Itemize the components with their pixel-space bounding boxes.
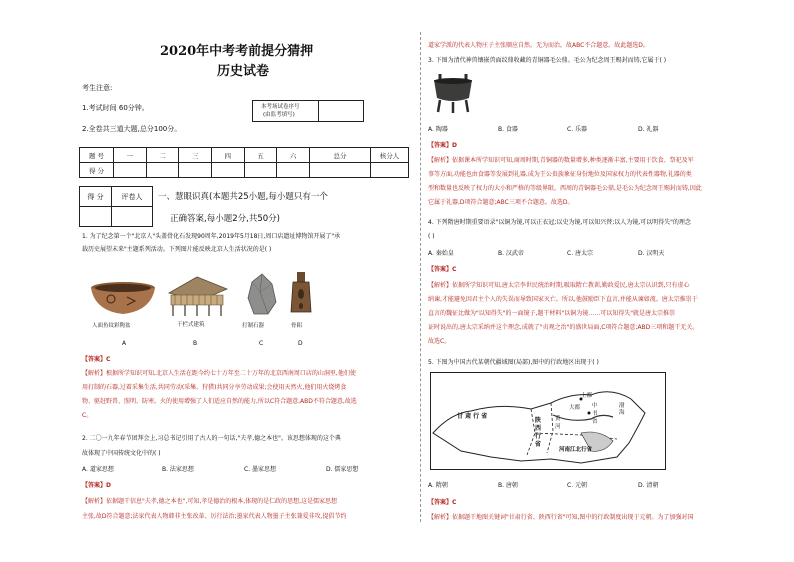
score-cell[interactable] <box>179 163 212 178</box>
q4-option: B. 汉武帝 <box>498 250 524 257</box>
carryover-analysis: 道家学派的代表人物庄子主张顺应自然。无为而治。故ABC不合题意。故此题选D。 <box>428 42 649 49</box>
q1-analysis-line: C。 <box>82 412 93 419</box>
map-label-yellow-river: 黄 河 <box>555 416 561 430</box>
q3-option: D. 礼器 <box>638 126 659 133</box>
q4-stem: ( ) <box>428 233 435 240</box>
map-label-dadu: 大都 <box>569 405 581 411</box>
map-label-bohai: 渤海 <box>619 403 625 416</box>
score-cell[interactable] <box>146 163 179 178</box>
q1-image-caption: 打制石器 <box>242 323 265 329</box>
q1-analysis-line: 物、驱赶野兽、照明、防寒。火的使用增强了人们适应自然的能力,所以C符合题意,ABD不符合题意,故选 <box>82 398 357 405</box>
q2-option: B. 法家思想 <box>162 466 194 473</box>
notice-item: 2.全卷共三道大题,总分100分。 <box>82 125 182 133</box>
section-score-cell[interactable] <box>80 207 112 227</box>
q4-analysis-line: 故选C。 <box>428 338 451 345</box>
stilt-house-image <box>163 275 231 327</box>
seat-number-box <box>252 100 364 122</box>
q5-answer: 【答案】C <box>428 499 457 506</box>
score-cell[interactable] <box>114 163 147 178</box>
notice-item: 1.考试时间 60分钟。 <box>82 104 149 112</box>
q4-option: C. 唐太宗 <box>567 250 594 257</box>
q3-option: A. 陶器 <box>428 126 448 133</box>
section-reviewer-cell[interactable] <box>112 207 153 227</box>
q3-analysis-line: 它属于礼器,D项符合题意;ABC三项不合题意。故选D。 <box>428 199 574 206</box>
chipped-stone-tool-image <box>242 272 282 328</box>
section-reviewer-label: 评卷人 <box>112 187 153 207</box>
q1-image-letter: A <box>122 340 127 347</box>
painted-pottery-basin-image <box>87 281 159 329</box>
map-label-henan: 河南江北行省 <box>559 447 593 453</box>
q5-analysis-line: 【解析】依据题干地图关键词"甘肃行省、陕西行省"可知,图中的行政制度出现于元朝。为了加强对国 <box>428 514 694 521</box>
q4-option: D. 汉明天 <box>638 250 665 257</box>
q2-analysis-line: 主张,故D符合题意;法家代表人物韩非主张改革、厉行法治;墨家代表人物墨子主张兼爱非攻,提倡节约 <box>82 513 347 520</box>
map-label-shanxi: 陕西行省 <box>535 417 542 448</box>
q1-answer: 【答案】C <box>82 356 111 363</box>
map-label-gansu: 甘 肃 行 省 <box>457 413 488 420</box>
q4-analysis-line: 【解析】依据所学知识可知,唐太宗李世民统治时期,吸取隋亡教训,勤政爱民,唐太宗认识到,只有虚心 <box>428 282 690 289</box>
q1-image-caption: 骨耜 <box>291 323 303 329</box>
bronze-ding-image <box>428 70 478 114</box>
section-instructions: 正确答案,每小题2分,共50分) <box>170 214 280 224</box>
q5-option: B. 唐朝 <box>498 482 518 489</box>
section-score-box <box>79 186 153 227</box>
map-label-shangdu: 上都 <box>581 393 593 399</box>
score-cell[interactable] <box>371 163 409 178</box>
score-header-cell: 四 <box>211 148 244 163</box>
map-label-shu: 书 <box>592 411 598 417</box>
q5-option: C. 元朝 <box>567 482 588 489</box>
q2-answer: 【答案】D <box>82 482 111 489</box>
exam-title: 2020年中考考前提分猜押 <box>160 44 314 59</box>
q3-analysis-line: 【解析】依据课本所学知识可知,商周时期,青铜器的数量增多,种类逐渐丰富,主要用于饮食、祭祀及军 <box>428 157 694 164</box>
q1-image-letter: B <box>193 340 198 347</box>
map-label-sheng: 省 <box>592 419 598 425</box>
q1-stem: 1. 为了纪念第一个"北京人"头盖骨化石发现90周年,2019年5月18日,周口店遗址博物馆开展了"承 <box>82 233 341 240</box>
score-header-cell: 五 <box>244 148 277 163</box>
q1-image-caption: 人面鱼纹彩陶盆 <box>92 323 131 329</box>
section-score-label: 得 分 <box>80 187 112 207</box>
q1-stem: 载历史展望未来"主题系列活动。下列图片能反映北京人生活状况的是( ) <box>82 246 272 253</box>
q2-option: C. 墨家思想 <box>244 466 277 473</box>
q4-stem: 4. 下列隋唐时期重要语录"以铜为镜,可以正衣冠;以史为镜,可以知兴替;以人为镜,可以明得失"的理念 <box>428 219 691 226</box>
q5-option: D. 清朝 <box>638 482 659 489</box>
q3-stem: 3. 下图为清代神兽镶嵌兽面纹鼎收藏的青铜器毛公鼎。毛公为纪念周王赐封而铸,它属于( ) <box>428 57 667 64</box>
score-header-cell: 六 <box>277 148 310 163</box>
q2-option: A. 道家思想 <box>82 466 114 473</box>
yuan-dynasty-map <box>430 372 666 470</box>
score-cell[interactable] <box>244 163 277 178</box>
q5-stem: 5. 下图为中国古代某朝代疆域图(局部),图中的行政地区出现于( ) <box>428 359 599 366</box>
score-table <box>79 147 409 178</box>
score-header-cell: 总分 <box>309 148 370 163</box>
score-row-label: 得 分 <box>80 163 114 178</box>
score-cell[interactable] <box>277 163 310 178</box>
q1-image-caption: 干栏式建筑 <box>177 322 205 328</box>
map-label-zhong: 中 <box>592 403 598 409</box>
q5-option: A. 隋朝 <box>428 482 448 489</box>
score-header-cell: 核分人 <box>371 148 409 163</box>
score-cell[interactable] <box>309 163 370 178</box>
score-cell[interactable] <box>211 163 244 178</box>
q4-analysis-line: 证时说出的,唐太宗采纳并这个理念,成就了"贞观之治"的盛世局面,C项符合题意;ABD三项和题干无关。 <box>428 324 699 331</box>
q1-analysis-line: 用打制的石器,过着采集生活,共同劳动(采集、狩猎)共同分享劳动成果;会使用天然火,他们用火烧烤食 <box>82 384 347 391</box>
q4-analysis-line: 直言的魏征比做为"以知得失"的一面镜子,题干材料"以铜为镜……可以知得失"就是唐太宗推崇 <box>428 310 675 317</box>
q3-option: C. 乐器 <box>567 126 588 133</box>
score-header-cell: 二 <box>146 148 179 163</box>
q1-analysis-line: 【解析】根据所学知识可知,北京人生活在距今约七十万年至二十万年的北京西南周口店的山洞里,他们使 <box>82 370 356 377</box>
q1-image-letter: C <box>259 340 264 347</box>
score-header-cell: 题 号 <box>80 148 114 163</box>
q4-option: A. 秦始皇 <box>428 250 454 257</box>
q3-option: B. 食器 <box>498 126 518 133</box>
q3-analysis-line: 型和数量也反映了权力的大小和严格的等级界限。西周的青铜器毛公鼎,是毛公为纪念周王赐封而铸,因此 <box>428 185 702 192</box>
q3-analysis-line: 事等方面,功能也由食器等发展到礼器,成为王公贵族象征身份地位及国家权力的代表性器物,礼器的类 <box>428 171 692 178</box>
q3-answer: 【答案】D <box>428 142 457 149</box>
q2-stem: 故体现了中国传统文化中的( ) <box>82 450 161 457</box>
exam-subtitle: 历史试卷 <box>217 64 270 79</box>
q4-answer: 【答案】C <box>428 266 457 273</box>
score-header-cell: 三 <box>179 148 212 163</box>
q1-image-letter: D <box>298 340 303 347</box>
seat-box-label: 本考场试卷序号 <box>261 104 300 110</box>
q2-analysis-line: 【解析】依据题干信息"夫孝,德之本也",可知,孝是德治的根本,体现的是仁政的思想,这是儒家思想 <box>82 498 338 505</box>
section-heading: 一、慧眼识真(本题共25小题,每小题只有一个 <box>158 192 328 202</box>
bone-spade-image <box>287 270 315 328</box>
notice-heading: 考生注意: <box>82 84 113 92</box>
column-divider <box>420 32 421 522</box>
q4-analysis-line: 纳谏,才能避免因君主个人的失误而导致国家灭亡。所以,他鼓励臣下直言,并能从谏如流。唐太宗推崇于 <box>428 296 698 303</box>
score-header-cell: 一 <box>114 148 147 163</box>
seat-box-note: (由监考填写) <box>263 112 295 118</box>
q2-stem: 2. 二〇一九年春节团拜会上,习总书记引用了古人的一句话,"夫孝,德之本也"。该思想体现的这个典 <box>82 435 341 442</box>
q2-option: D. 儒家思想 <box>326 466 359 473</box>
